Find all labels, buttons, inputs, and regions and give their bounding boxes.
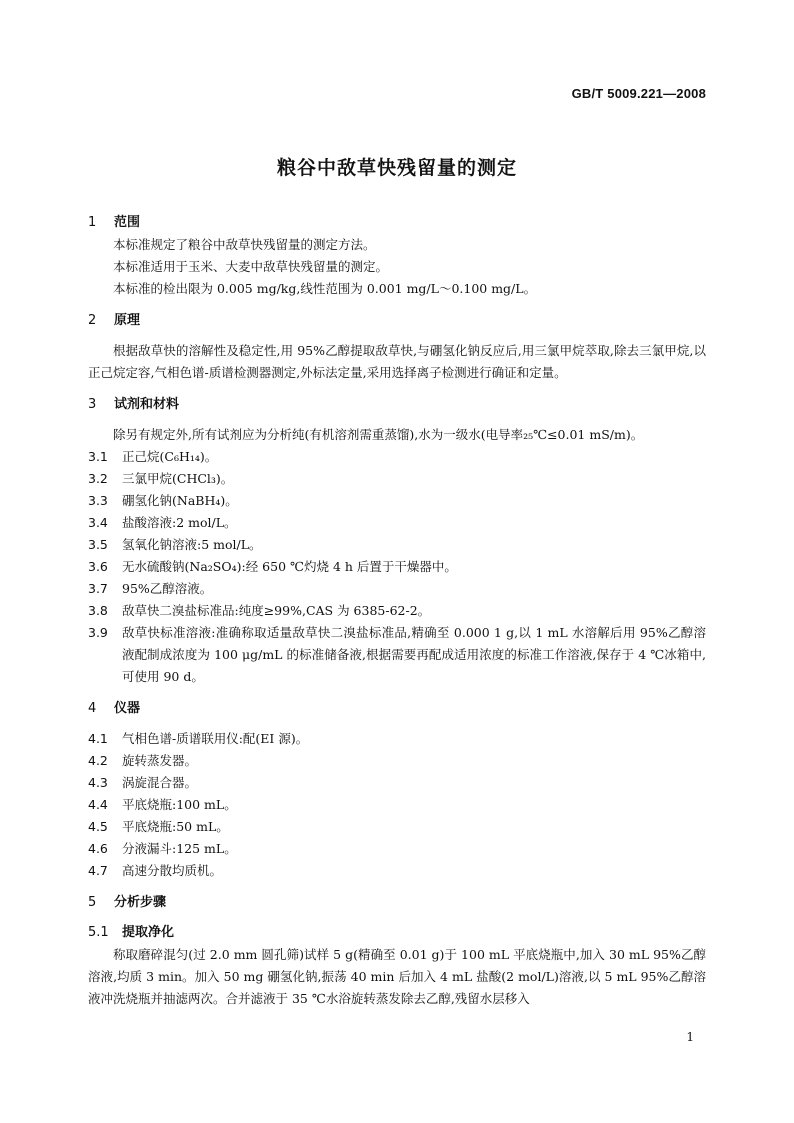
item-number: 3.7 bbox=[88, 581, 108, 596]
item-text: 涡旋混合器。 bbox=[122, 775, 198, 790]
document-title: 粮谷中敌草快残留量的测定 bbox=[276, 157, 517, 179]
item-number: 3.2 bbox=[88, 471, 108, 486]
item-text: 敌草快二溴盐标准品:纯度≥99%,CAS 为 6385-62-2。 bbox=[122, 603, 431, 618]
item-number: 4.4 bbox=[88, 797, 108, 812]
section-heading-reagents bbox=[88, 394, 706, 416]
paragraph: 本标准的检出限为 0.005 mg/kg,线性范围为 0.001 mg/L～0.100 mg/L。 bbox=[113, 281, 537, 296]
item-number: 3.8 bbox=[88, 603, 108, 618]
item-number: 4.7 bbox=[88, 863, 108, 878]
item-text: 盐酸溶液:2 mol/L。 bbox=[122, 515, 237, 530]
standard-number: GB/T 5009.221—2008 bbox=[571, 86, 706, 101]
section-heading-scope bbox=[88, 212, 706, 234]
list-item bbox=[88, 728, 706, 750]
item-text: 敌草快标准溶液:准确称取适量敌草快二溴盐标准品,精确至 0.000 1 g,以 1 mL 水溶解后用 95%乙醇溶液配制成浓度为 100 μg/mL 的标准储备液,根据需要再配成适用浓度的标准工作溶液,保存于 4 ℃冰箱中,可使用 90 d。 bbox=[122, 625, 706, 684]
subsection-number: 5.1 bbox=[88, 925, 109, 940]
subsection-title: 提取净化 bbox=[122, 925, 175, 940]
section-number: 2 bbox=[88, 313, 97, 328]
item-number: 3.1 bbox=[88, 449, 108, 464]
list-item bbox=[88, 772, 706, 794]
list-item bbox=[88, 622, 706, 688]
page-number: 1 bbox=[686, 1030, 694, 1044]
subsection-heading-extraction bbox=[88, 922, 706, 944]
item-text: 三氯甲烷(CHCl₃)。 bbox=[122, 471, 234, 486]
list-item bbox=[88, 794, 706, 816]
section-number: 5 bbox=[88, 895, 97, 910]
document-body bbox=[88, 212, 706, 1010]
list-item bbox=[88, 490, 706, 512]
list-item bbox=[88, 860, 706, 882]
paragraph: 称取磨碎混匀(过 2.0 mm 圆孔筛)试样 5 g(精确至 0.01 g)于 100 mL 平底烧瓶中,加入 30 mL 95%乙醇溶液,均质 3 min。加入 50 mg 硼氢化钠,振荡 40 min 后加入 4 mL 盐酸(2 mol/L)溶液,以 5 mL 95%乙醇溶液冲洗烧瓶并抽滤两次。合并滤液于 35 ℃水浴旋转蒸发除去乙醇,残留水层移入 bbox=[88, 947, 706, 1006]
section-number: 1 bbox=[88, 215, 97, 230]
item-text: 高速分散均质机。 bbox=[122, 863, 223, 878]
list-item bbox=[88, 600, 706, 622]
section-number: 4 bbox=[88, 701, 97, 716]
paragraph: 根据敌草快的溶解性及稳定性,用 95%乙醇提取敌草快,与硼氢化钠反应后,用三氯甲烷萃取,除去三氯甲烷,以正己烷定容,气相色谱-质谱检测器测定,外标法定量,采用选择离子检测进行确证和定量。 bbox=[88, 343, 706, 380]
item-text: 气相色谱-质谱联用仪:配(EI 源)。 bbox=[122, 731, 309, 746]
item-number: 3.5 bbox=[88, 537, 108, 552]
section-number: 3 bbox=[88, 397, 97, 412]
item-text: 氢氧化钠溶液:5 mol/L。 bbox=[122, 537, 262, 552]
item-number: 4.5 bbox=[88, 819, 108, 834]
item-text: 旋转蒸发器。 bbox=[122, 753, 198, 768]
item-number: 3.4 bbox=[88, 515, 108, 530]
item-text: 无水硫酸钠(Na₂SO₄):经 650 ℃灼烧 4 h 后置于干燥器中。 bbox=[122, 559, 457, 574]
item-number: 3.9 bbox=[88, 625, 108, 640]
section-title: 分析步骤 bbox=[114, 895, 167, 910]
paragraph: 除另有规定外,所有试剂应为分析纯(有机溶剂需重蒸馏),水为一级水(电导率₂₅℃≤0.01 mS/m)。 bbox=[113, 427, 644, 442]
item-number: 4.3 bbox=[88, 775, 108, 790]
list-item bbox=[88, 816, 706, 838]
section-heading-procedure bbox=[88, 892, 706, 914]
section-title: 范围 bbox=[114, 215, 141, 230]
section-heading-apparatus bbox=[88, 698, 706, 720]
item-number: 4.6 bbox=[88, 841, 108, 856]
section-title: 仪器 bbox=[114, 701, 141, 716]
section-heading-principle bbox=[88, 310, 706, 332]
section-title: 试剂和材料 bbox=[114, 397, 180, 412]
item-number: 3.3 bbox=[88, 493, 108, 508]
item-number: 4.2 bbox=[88, 753, 108, 768]
section-title: 原理 bbox=[114, 313, 141, 328]
item-text: 平底烧瓶:50 mL。 bbox=[122, 819, 229, 834]
item-text: 分液漏斗:125 mL。 bbox=[122, 841, 237, 856]
item-text: 平底烧瓶:100 mL。 bbox=[122, 797, 237, 812]
list-item bbox=[88, 578, 706, 600]
paragraph: 本标准适用于玉米、大麦中敌草快残留量的测定。 bbox=[113, 259, 389, 274]
list-item bbox=[88, 512, 706, 534]
list-item bbox=[88, 534, 706, 556]
list-item bbox=[88, 750, 706, 772]
list-item bbox=[88, 446, 706, 468]
item-number: 3.6 bbox=[88, 559, 108, 574]
item-text: 正己烷(C₆H₁₄)。 bbox=[122, 449, 218, 464]
list-item bbox=[88, 838, 706, 860]
list-item bbox=[88, 468, 706, 490]
item-text: 95%乙醇溶液。 bbox=[122, 581, 213, 596]
list-item bbox=[88, 556, 706, 578]
item-text: 硼氢化钠(NaBH₄)。 bbox=[122, 493, 238, 508]
item-number: 4.1 bbox=[88, 731, 108, 746]
paragraph: 本标准规定了粮谷中敌草快残留量的测定方法。 bbox=[113, 237, 376, 252]
